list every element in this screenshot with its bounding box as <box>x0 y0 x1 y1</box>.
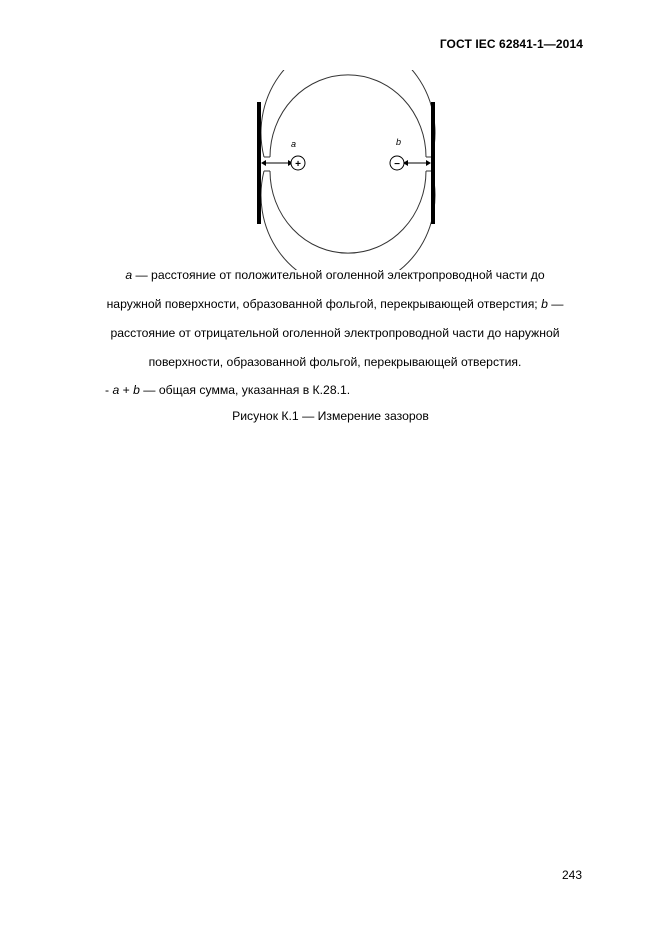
caption-line-1: a — расстояние от положительной оголенной электропроводной части до <box>125 268 545 282</box>
document-header: ГОСТ IEC 62841-1—2014 <box>439 37 583 51</box>
left-foil-plate <box>257 102 261 224</box>
svg-text:−: − <box>394 159 400 170</box>
positive-terminal <box>291 156 305 170</box>
distance-b-arrow <box>403 160 431 166</box>
caption-line-3: расстояние от отрицательной оголенной электропроводной части до наружной <box>110 326 560 340</box>
clearance-diagram <box>250 70 450 270</box>
distance-a-arrow <box>261 160 293 166</box>
label-a: a <box>291 139 297 149</box>
right-foil-plate <box>431 102 435 224</box>
caption-line-2: наружной поверхности, образованной фольгой, перекрывающей отверстия; b — <box>106 297 564 311</box>
ring <box>261 70 435 270</box>
caption-line-4: поверхности, образованной фольгой, перекрывающей отверстия. <box>148 355 522 369</box>
label-b: b <box>396 137 402 147</box>
figure-title: Рисунок К.1 — Измерение зазоров <box>232 409 429 423</box>
negative-terminal <box>390 156 404 170</box>
page-number: 243 <box>561 868 582 882</box>
svg-text:+: + <box>295 159 301 170</box>
sum-note: - a + b — общая сумма, указанная в К.28.1. <box>105 383 351 397</box>
